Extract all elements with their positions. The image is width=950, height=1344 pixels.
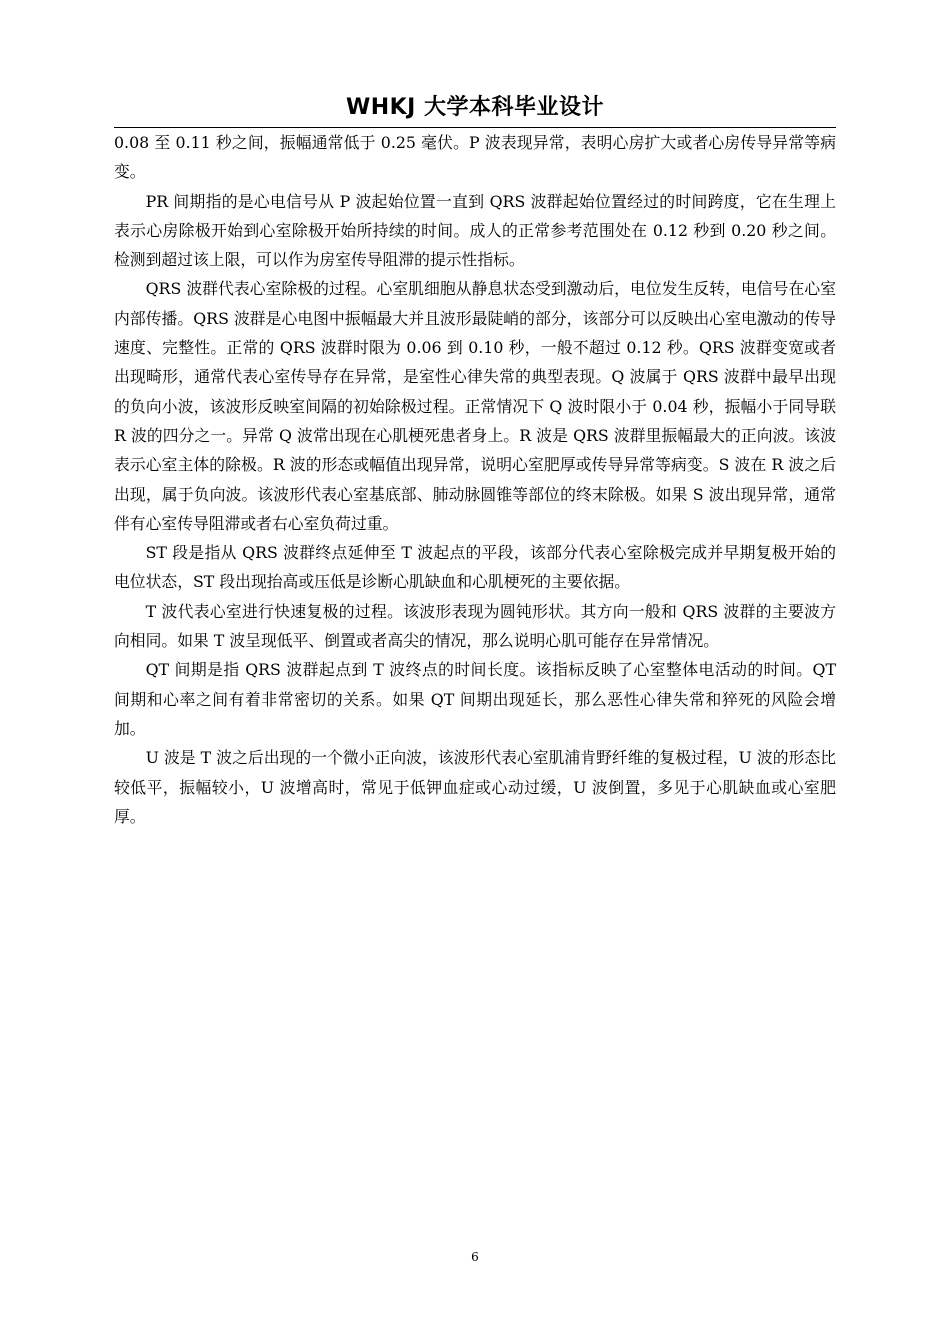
paragraph-qt-interval: QT 间期是指 QRS 波群起点到 T 波终点的时间长度。该指标反映了心室整体电活动的时间。QT 间期和心率之间有着非常密切的关系。如果 QT 间期出现延长，那么恶性心律失常和猝死的风险会增加。 bbox=[114, 660, 836, 738]
paragraph-st-segment: ST 段是指从 QRS 波群终点延伸至 T 波起点的平段，该部分代表心室除极完成并早期复极开始的电位状态，ST 段出现抬高或压低是诊断心肌缺血和心肌梗死的主要依据。 bbox=[114, 543, 836, 592]
paragraph-pr-interval: PR 间期指的是心电信号从 P 波起始位置一直到 QRS 波群起始位置经过的时间跨度，它在生理上表示心房除极开始到心室除极开始所持续的时间。成人的正常参考范围处在 0.12 秒到 0.20 秒之间。检测到超过该上限，可以作为房室传导阻滞的提示性指标。 bbox=[114, 191, 836, 270]
paragraph-p-wave-continued: 0.08 至 0.11 秒之间，振幅通常低于 0.25 毫伏。P 波表现异常，表明心房扩大或者心房传导异常等病变。 bbox=[114, 133, 836, 182]
body-text bbox=[114, 128, 836, 831]
header-title: WHKJ 大学本科毕业设计 bbox=[345, 95, 605, 120]
paragraph-u-wave: U 波是 T 波之后出现的一个微小正向波，该波形代表心室肌浦肯野纤维的复极过程，U 波的形态比较低平，振幅较小，U 波增高时，常见于低钾血症或心动过缓，U 波倒置，多见于心肌缺血或心室肥厚。 bbox=[114, 748, 836, 826]
page-header bbox=[114, 92, 836, 128]
paragraph-t-wave: T 波代表心室进行快速复极的过程。该波形表现为圆钝形状。其方向一般和 QRS 波群的主要波方向相同。如果 T 波呈现低平、倒置或者高尖的情况，那么说明心肌可能存在异常情况。 bbox=[114, 601, 836, 651]
paragraph-qrs-complex: QRS 波群代表心室除极的过程。心室肌细胞从静息状态受到激动后，电位发生反转，电信号在心室内部传播。QRS 波群是心电图中振幅最大并且波形最陡峭的部分，该部分可以反映出心室电激动的传导速度、完整性。正常的 QRS 波群时限为 0.06 到 0.10 秒，一般不超过 0.12 秒。QRS 波群变宽或者出现畸形，通常代表心室传导存在异常，是室性心律失常的典型表现。Q 波属于 QRS 波群中最早出现的负向小波，该波形反映室间隔的初始除极过程。正常情况下 Q 波时限小于 0.04 秒，振幅小于同导联 R 波的四分之一。异常 Q 波常出现在心肌梗死患者身上。R 波是 QRS 波群里振幅最大的正向波。该波表示心室主体的除极。R 波的形态或幅值出现异常，说明心室肥厚或传导异常等病变。S 波在 R 波之后出现，属于负向波。该波形代表心室基底部、肺动脉圆锥等部位的终末除极。如果 S 波出现异常，通常伴有心室传导阻滞或者右心室负荷过重。 bbox=[114, 279, 836, 533]
page-number: 6 bbox=[471, 1250, 479, 1264]
